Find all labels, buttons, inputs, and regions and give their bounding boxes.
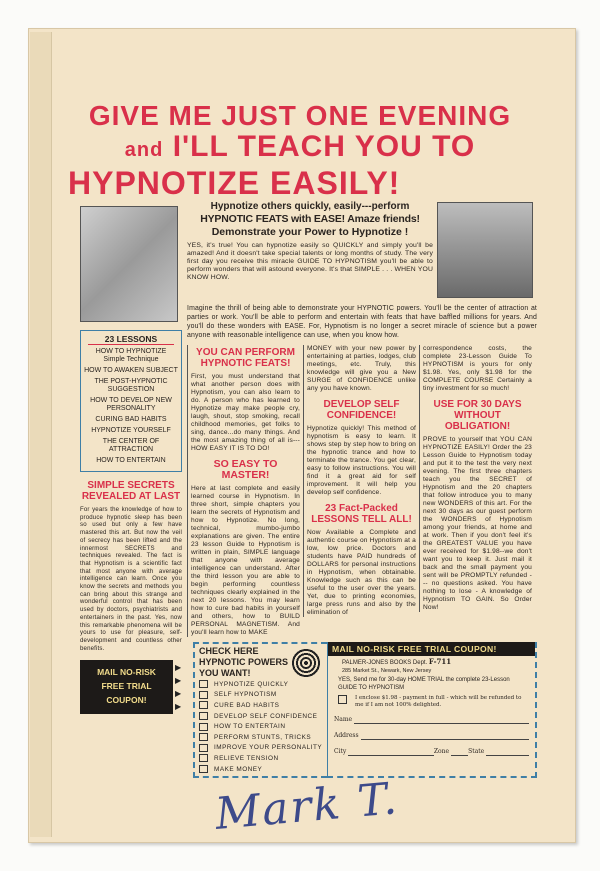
name-field[interactable] (354, 717, 529, 724)
confidence-paragraph: Hypnotize quickly! This method of hypnotism is easy to learn. It shows step by step how to bring on the hypnotic trance and how to terminate the trance. You get clear, easy to follow instructions. You will find it a great aid for self improvement. It will help you develop self confidence. (307, 425, 416, 496)
lesson-item: THE POST-HYPNOTIC SUGGESTION (94, 378, 168, 393)
checkbox[interactable] (199, 754, 208, 762)
lesson-item: HOW TO AWAKEN SUBJECT (84, 367, 178, 374)
zone-label: Zone (433, 748, 450, 755)
checklist-item[interactable]: PERFORM STUNTS, TRICKS (199, 732, 323, 743)
checklist-item[interactable]: HOW TO ENTERTAIN (199, 721, 323, 732)
zone-field[interactable] (451, 749, 468, 756)
checklist-item[interactable]: HYPNOTIZE QUICKLY (199, 679, 323, 690)
left-column (80, 330, 182, 714)
money-paragraph: MONEY with your new power by entertaining at parties, lodges, club meetings, etc. Truly, this knowledge will give you a New SURGE of CONFIDENCE unlike any you have known. (307, 345, 416, 392)
checkbox[interactable] (199, 744, 208, 752)
handwritten-signature: Mark T. (213, 773, 401, 840)
lesson-item: HOW TO DEVELOP NEW PERSONALITY (90, 397, 172, 412)
checkbox[interactable] (199, 723, 208, 731)
headline-line3: HYPNOTIZE EASILY! (68, 165, 401, 201)
checkbox[interactable] (199, 712, 208, 720)
coupon-order-text: YES, Send me for 30-day HOME TRIAL the complete 23-Lesson GUIDE TO HYPNOTISM (338, 677, 510, 691)
feats-paragraph: First, you must understand that what another person does with Hypnotism, you can also learn to do. A person who has learned to Hypnotize may make people cry, laugh, shout, stop smoking, recall childhood memories, get folks to sing, dance...do many things. And the most amazing thing of all is---HOW EASY IT IS TO DO! (191, 373, 300, 452)
address-field[interactable] (361, 733, 529, 740)
thirty-days-paragraph: PROVE to yourself that YOU CAN HYPNOTIZE EASILY! Order the 23 Lesson Guide to Hypnotism today and put it to the test the very next evening. The first three chapters teach you the SECRET of Hypnotism and the 20 chapters that follow introduce you to many new WONDERS of this art. For the next 30 days as our guest perform the WONDERS of Hypnotism among your friends, at home and at work. Then if you don't feel it's the GREATEST VALUE you have ever received for $1.98--we don't want you to keep it. Just mail it back and the small payment you sent will be PROMPTLY refunded --- no questions asked. You have nothing to lose - A knowledge of Hypnotism TO GAIN. So Order Now! (423, 436, 532, 611)
city-label: City (334, 748, 347, 755)
lessons-box (80, 330, 182, 472)
subhead-1: Hypnotize others quickly, easily---perform (210, 201, 410, 212)
coupon-company: PALMER-JONES BOOKS Dept. (342, 660, 428, 666)
checklist-item[interactable]: SELF HYPNOTISM (199, 690, 323, 701)
headline (60, 100, 540, 200)
thirty-days-title: USE FOR 30 DAYS WITHOUT OBLIGATION! (433, 399, 522, 432)
confidence-title: DEVELOP SELF CONFIDENCE! (323, 399, 400, 421)
checkbox[interactable] (199, 691, 208, 699)
master-title: SO EASY TO MASTER! (213, 458, 278, 481)
mail-coupon-callout: MAIL NO-RISK FREE TRIAL COUPON! (80, 660, 173, 714)
checklist-title: CHECK HERE HYPNOTIC POWERS YOU WANT! (199, 646, 289, 678)
factpacked-title: 23 Fact-Packed LESSONS TELL ALL! (311, 503, 412, 525)
subhead-3: Demonstrate your Power to Hypnotize ! (211, 226, 409, 238)
powers-checklist (193, 642, 327, 778)
checklist-item[interactable]: CURE BAD HABITS (199, 700, 323, 711)
coupon-address: 285 Market St., Newark, New Jersey (342, 668, 432, 674)
address-label: Address (334, 732, 359, 739)
lesson-item: Simple Technique (103, 356, 159, 363)
checklist-item[interactable]: RELIEVE TENSION (199, 753, 323, 764)
coupon-enclose-text: I enclose $1.98 - payment in full - which will be refunded to me if I am not 100% delighted. (355, 695, 522, 708)
body-columns (187, 345, 537, 637)
name-label: Name (334, 716, 353, 723)
payment-checkbox[interactable] (338, 695, 347, 704)
coupon-dept: F-711 (428, 657, 452, 666)
lesson-item: HYPNOTIZE YOURSELF (91, 427, 171, 434)
lessons-title: 23 LESSONS (88, 334, 174, 345)
column-3 (303, 345, 419, 617)
checkbox[interactable] (199, 733, 208, 741)
column-2 (187, 345, 303, 637)
lesson-item: HOW TO HYPNOTIZE (95, 348, 167, 355)
master-paragraph: Here at last complete and easily learned course in Hypnotism. In three short, simple chapters you learn the secrets of Hypnotism and how to Hypnotize. No long, technical, mumbo-jumbo explanations are given. The entire 23 lesson Guide to Hypnotism is written in plain, SIMPLE language that anyone with average intelligence can understand. After the third lesson you are able to begin performing countless techniques clearly explained in the next 20 lessons. You may learn how to cure bad habits in yourself and others, how to BUILD PERSONAL MAGNETISM. And you'll learn how to MAKE (191, 485, 300, 636)
checkbox[interactable] (199, 765, 208, 773)
headline-and: and (124, 139, 164, 161)
intro-yes-paragraph: YES, it's true! You can hypnotize easily so QUICKLY and simply you'll be amazed! And it doesn't take special talents or long months of study. The very first day you receive this miracle GUIDE TO HYPNOTISM you'll be able to perform wonders that will astound everyone. It's that SIMPLE . . . WHEN YOU KNOW HOW. (187, 242, 433, 281)
factpacked-paragraph: Now Available a Complete and authentic course on Hypnotism at a low, low price. Doctors and students have PAID hundreds of DOLLARS for personal instructions in Hypnotism, when obtainable. Knowledge such as this can be useful to the user over the years. Yet, due to printing economies, large press runs and also by the elimination of (307, 529, 416, 616)
feats-title: YOU CAN PERFORM HYPNOTIC FEATS! (196, 347, 295, 369)
column-4 (419, 345, 535, 612)
headline-line1: GIVE ME JUST ONE EVENING (88, 100, 512, 131)
lesson-item: THE CENTER OF ATTRACTION (102, 438, 160, 453)
lesson-item: CURING BAD HABITS (95, 416, 167, 423)
checkbox[interactable] (199, 680, 208, 688)
checkbox[interactable] (199, 701, 208, 709)
hypnotist-illustration (80, 206, 178, 322)
state-label: State (468, 748, 485, 755)
headline-line2: I'LL TEACH YOU TO (172, 130, 476, 163)
secrets-paragraph: For years the knowledge of how to produce hypnotic sleep has been so used but only a few have mastered this art. But now the veil of secrecy has been lifted and the innermost SECRETS and techniques revealed. The fact is that Hypnotism is a scientific fact that most anyone with average intelligence can learn. Once you know the secrets and methods you can bring about this strange and wonderful control that has been used by doctors, psychiatrists and entertainers in the past. Yes, now this remarkable phenomena will be yours to use for pleasure, self-development and countless other benefits. (80, 506, 182, 652)
state-field[interactable] (486, 749, 529, 756)
main-area (187, 200, 537, 778)
intro-imagine-paragraph: Imagine the thrill of being able to demonstrate your HYPNOTIC powers. You'll be the center of attraction at parties or work. You'll be able to perform and entertain with feats that have baffled millions for years. And you'll do these wonders with EASE. For, Hypnotism is no longer a secret miracle of science but a power anyone with reasonable intelligence can use, when you know how. (187, 305, 537, 339)
order-coupon (327, 642, 537, 778)
arrow-icons: ▶ ▶ ▶ ▶ (175, 663, 182, 712)
checklist-item[interactable]: MAKE MONEY (199, 764, 323, 775)
lesson-item: HOW TO ENTERTAIN (96, 457, 166, 464)
paper-spine-edge (30, 32, 52, 837)
coupon-header: MAIL NO-RISK FREE TRIAL COUPON! (328, 642, 535, 656)
spiral-icon (291, 648, 321, 678)
checklist-item[interactable]: IMPROVE YOUR PERSONALITY (199, 743, 323, 754)
subhead-2: HYPNOTIC FEATS with EASE! Amaze friends! (200, 213, 420, 225)
secrets-title: SIMPLE SECRETS REVEALED AT LAST (81, 480, 181, 502)
checklist-item[interactable]: DEVELOP SELF CONFIDENCE (199, 711, 323, 722)
order-row (193, 642, 537, 778)
price-paragraph: correspondence costs, the complete 23-Lesson Guide To HYPNOTISM is yours for only $1.98. Yes, only $1.98 for the COMPLETE COURSE Certainly a tiny investment for so much! (423, 345, 532, 392)
city-field[interactable] (348, 749, 434, 756)
